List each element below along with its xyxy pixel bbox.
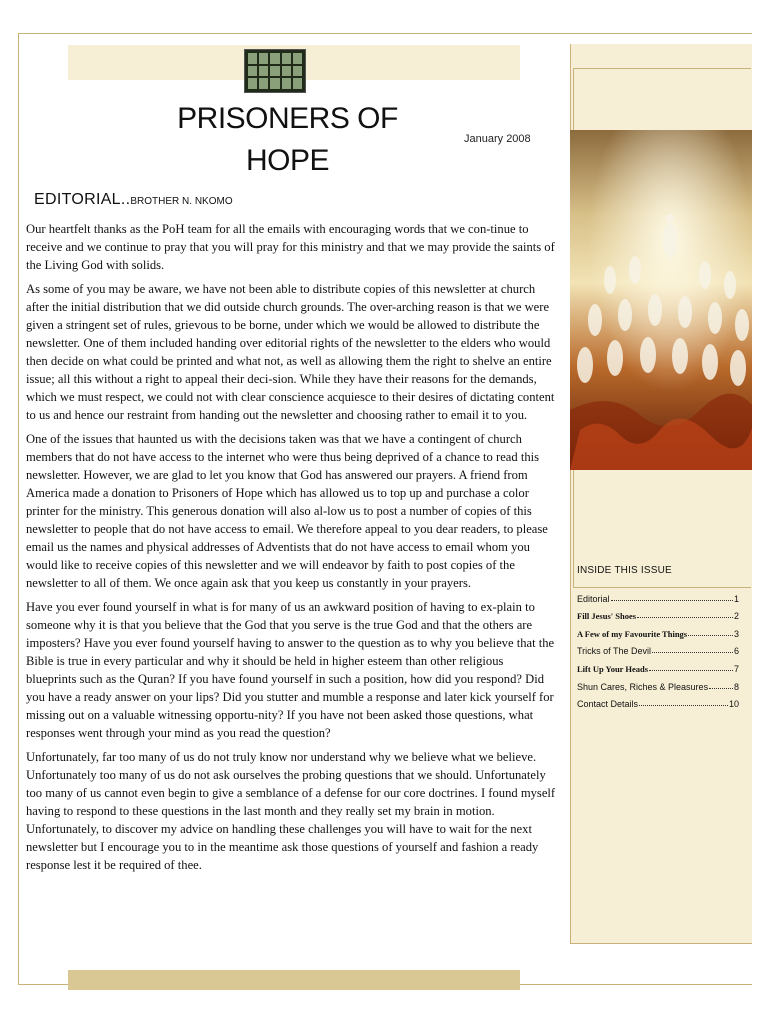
article-paragraph: Have you ever found yourself in what is for many of us an awkward position of having to ex-plain to someone why it is that you believe that the God that you serve is the true God and that the others are imposters? Have you ever found yourself having to answer to the question as to why you believe that the Bible is true in every particular and why it should be held in higher esteem than other religious blueprints such as the Quran? If you have found yourself in such a position, how did you respond? Did you have a ready answer on your lips? Did you stutter and mumble a response and later kick yourself for missing out on a valuable witnessing opportu-nity? If you have not been asked those questions, what responses went through your mind as you read the question? [26, 600, 555, 740]
article-paragraph: Unfortunately, far too many of us do not truly know nor understand why we believe what we believe. Unfortunately too many of us do not ask ourselves the probing questions that we should. Unfortunately too many of us cannot even begin to give a semblance of a defense for our core doctrines. I found myself having to respond to these questions in the last month and they really set my brain in motion. Unfortunately, to discover my advice on handling these challenges you will have to wait for the next newsletter but I encourage you to in the meantime ask those questions of yourself and fashion a ready response lest it be required of thee. [26, 750, 556, 872]
toc-leader [688, 635, 733, 636]
toc-item-label: Fill Jesus' Shoes [577, 611, 637, 622]
toc-item-label: Contact Details [577, 699, 639, 710]
toc-item-label: Tricks of The Devil [577, 646, 652, 657]
toc-item-page: 8 [733, 681, 739, 692]
article-paragraph: One of the issues that haunted us with the decisions taken was that we have a contingent of church members that do not have access to the internet who were thus being deprived of a chance to read this newsletter. However, we are glad to let you know that God has answered our prayers. A friend from America made a donation to Prisoners of Hope which has allowed us to top up and purchase a color printer for the ministry. This generous donation will also al-low us to post a number of copies of this newsletter to people that do not have access to email. We therefore appeal to you dear readers, to please email us the names and physical addresses of Adventists that do not have access to email whom you would like to receive copies of this newsletter and we will endeavor by faith to post copies of the newsletter to all of them. We once again ask that you keep us constantly in your prayers. [26, 432, 548, 590]
toc-leader [709, 688, 733, 689]
toc-item[interactable] [577, 674, 739, 692]
toc-item-page: 10 [728, 699, 739, 710]
second-coming-illustration [570, 130, 752, 470]
toc-leader [652, 652, 733, 653]
article-paragraph: As some of you may be aware, we have not been able to distribute copies of this newsletter at church after the initial distribution that we did outside church grounds. The over-arching reason is that we were given a stringent set of rules, grievous to be borne, under which we would be allowed to distribute the newsletter. One of them included handing over editorial rights of the newsletter to the elders who would then decide on what could be printed and what not, as well as allowing them the right to shelve an entire issue; all this without a right to appeal their deci-sion. While they have their reasons for the demands, which we must respect, we could not with clear conscience acquiesce to their desires of dictating content to us and hence our restraint from handing out the newsletter and choosing rather to email it to you. [26, 282, 555, 422]
table-of-contents [577, 586, 739, 709]
toc-item[interactable] [577, 586, 739, 604]
toc-item-label: Shun Cares, Riches & Pleasures [577, 681, 709, 692]
section-heading [34, 191, 233, 209]
issue-date: January 2008 [464, 133, 531, 145]
toc-leader [649, 670, 733, 671]
building-logo-icon [244, 49, 306, 93]
toc-leader [611, 600, 733, 601]
editorial-heading: EDITORIAL.. [34, 191, 131, 208]
editorial-author: BROTHER N. NKOMO [130, 196, 233, 207]
title-line-2: HOPE [245, 144, 330, 177]
toc-item-label: A Few of my Favourite Things [577, 628, 688, 639]
toc-item-page: 6 [733, 646, 739, 657]
toc-item[interactable] [577, 656, 739, 674]
toc-item-page: 1 [733, 593, 739, 604]
toc-item[interactable] [577, 604, 739, 622]
toc-leader [637, 617, 733, 618]
toc-item-label: Editorial [577, 593, 610, 604]
toc-leader [639, 705, 728, 706]
toc-item-page: 3 [733, 628, 739, 639]
article-body [26, 220, 556, 880]
article-paragraph: Our heartfelt thanks as the PoH team for all the emails with encouraging words that we con-tinue to receive and we continue to pray that you will pray for this ministry and that we may provide the saints of the Living God with solids. [26, 222, 555, 272]
toc-item-page: 2 [733, 611, 739, 622]
toc-item-page: 7 [733, 663, 739, 674]
toc-item[interactable] [577, 639, 739, 657]
toc-item-label: Lift Up Your Heads [577, 663, 649, 674]
footer-band [68, 970, 520, 990]
toc-title: INSIDE THIS ISSUE [577, 565, 672, 576]
title-line-1: PRISONERS OF [177, 102, 398, 135]
toc-item[interactable] [577, 621, 739, 639]
toc-item[interactable] [577, 692, 739, 710]
newsletter-title [150, 98, 425, 182]
